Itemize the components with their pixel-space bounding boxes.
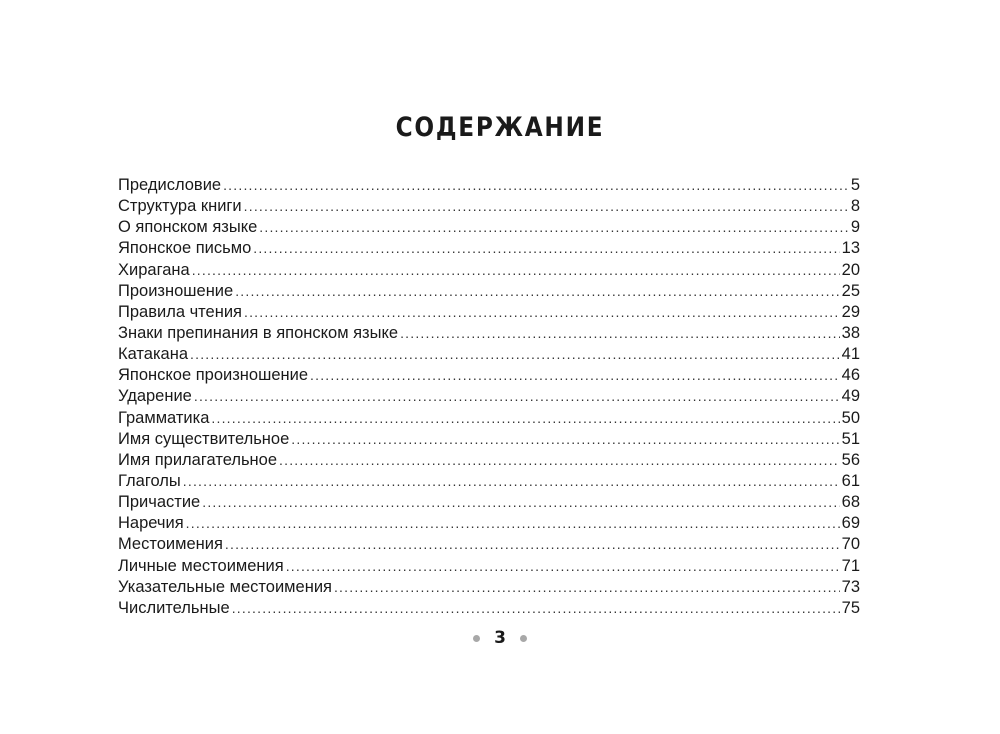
toc-entry-page: 38: [841, 323, 860, 342]
toc-leader-dots: [232, 598, 840, 619]
toc-entry-page: 56: [841, 450, 860, 469]
toc-entry-page: 5: [850, 176, 860, 194]
toc-entry: [118, 344, 860, 365]
toc-entry-label: Произношение: [118, 281, 234, 300]
toc-entry-page: 41: [841, 345, 860, 364]
toc-entry: [118, 598, 860, 619]
toc-entry: [118, 471, 860, 492]
toc-leader-dots: [286, 556, 840, 577]
toc-leader-dots: [253, 238, 839, 259]
toc-entry: [118, 408, 860, 429]
toc-entry-label: Причастие: [118, 493, 201, 512]
toc-entry: [118, 556, 860, 577]
toc-entry: [118, 323, 860, 344]
toc-entry-label: Знаки препинания в японском языке: [118, 323, 399, 342]
toc-entry-label: Числительные: [118, 598, 230, 617]
toc-leader-dots: [194, 386, 840, 407]
table-of-contents: [118, 175, 860, 619]
toc-entry: [118, 217, 860, 238]
toc-entry: [118, 577, 860, 598]
toc-leader-dots: [223, 175, 848, 196]
toc-entry: [118, 260, 860, 281]
toc-leader-dots: [183, 471, 840, 492]
toc-leader-dots: [211, 408, 839, 429]
footer-dot-right-icon: [520, 635, 527, 642]
toc-entry-label: Местоимения: [118, 535, 223, 554]
toc-entry-label: Ударение: [118, 387, 192, 406]
toc-entry-label: Имя существительное: [118, 429, 290, 448]
toc-entry-page: 50: [841, 408, 860, 427]
toc-leader-dots: [334, 577, 840, 598]
toc-entry-page: 75: [841, 598, 860, 617]
toc-entry: [118, 386, 860, 407]
toc-entry-page: 20: [841, 260, 860, 279]
toc-entry: [118, 429, 860, 450]
toc-entry-page: 68: [841, 493, 860, 512]
toc-entry-label: Указательные местоимения: [118, 577, 332, 596]
toc-leader-dots: [192, 260, 840, 281]
toc-entry-page: 73: [841, 577, 860, 596]
toc-leader-dots: [225, 534, 840, 555]
toc-entry-label: Грамматика: [118, 408, 210, 427]
toc-entry-label: Личные местоимения: [118, 556, 284, 575]
page-title: СОДЕРЖАНИЕ: [395, 112, 605, 143]
toc-entry: [118, 365, 860, 386]
toc-entry-label: Хирагана: [118, 260, 190, 279]
toc-entry: [118, 238, 860, 259]
toc-entry-label: Катакана: [118, 345, 189, 364]
toc-entry-page: 25: [841, 281, 860, 300]
toc-entry-label: Глаголы: [118, 471, 181, 490]
toc-leader-dots: [259, 217, 848, 238]
toc-entry-label: Наречия: [118, 514, 184, 533]
toc-entry-page: 46: [841, 366, 860, 385]
toc-entry-page: 9: [850, 218, 860, 237]
toc-entry: [118, 534, 860, 555]
toc-entry-page: 29: [841, 302, 860, 321]
toc-entry-page: 69: [841, 514, 860, 533]
toc-entry: [118, 492, 860, 513]
toc-entry-page: 71: [841, 556, 860, 575]
toc-entry-page: 61: [841, 471, 860, 490]
toc-leader-dots: [244, 196, 848, 217]
toc-entry-label: Имя прилагательное: [118, 450, 278, 469]
toc-leader-dots: [310, 365, 840, 386]
page-number: 3: [494, 628, 506, 648]
toc-entry-label: Японское произношение: [118, 366, 309, 385]
toc-entry: [118, 302, 860, 323]
toc-entry-label: Предисловие: [118, 176, 222, 194]
toc-entry-label: Японское письмо: [118, 239, 252, 258]
toc-leader-dots: [202, 492, 839, 513]
toc-entry: [118, 281, 860, 302]
toc-entry-page: 13: [841, 239, 860, 258]
toc-entry: [118, 196, 860, 217]
toc-entry-page: 49: [841, 387, 860, 406]
toc-leader-dots: [190, 344, 840, 365]
toc-entry: [118, 450, 860, 471]
toc-leader-dots: [235, 281, 839, 302]
toc-entry: [118, 175, 860, 196]
toc-leader-dots: [400, 323, 840, 344]
page-footer: [0, 628, 1000, 648]
toc-entry: [118, 513, 860, 534]
toc-leader-dots: [291, 429, 839, 450]
toc-entry-label: Структура книги: [118, 197, 242, 216]
toc-leader-dots: [279, 450, 840, 471]
toc-leader-dots: [186, 513, 840, 534]
toc-entry-label: Правила чтения: [118, 302, 242, 321]
toc-entry-page: 70: [841, 535, 860, 554]
toc-entry-label: О японском языке: [118, 218, 258, 237]
toc-leader-dots: [244, 302, 840, 323]
toc-entry-page: 51: [841, 429, 860, 448]
toc-entry-page: 8: [850, 197, 860, 216]
footer-dot-left-icon: [473, 635, 480, 642]
